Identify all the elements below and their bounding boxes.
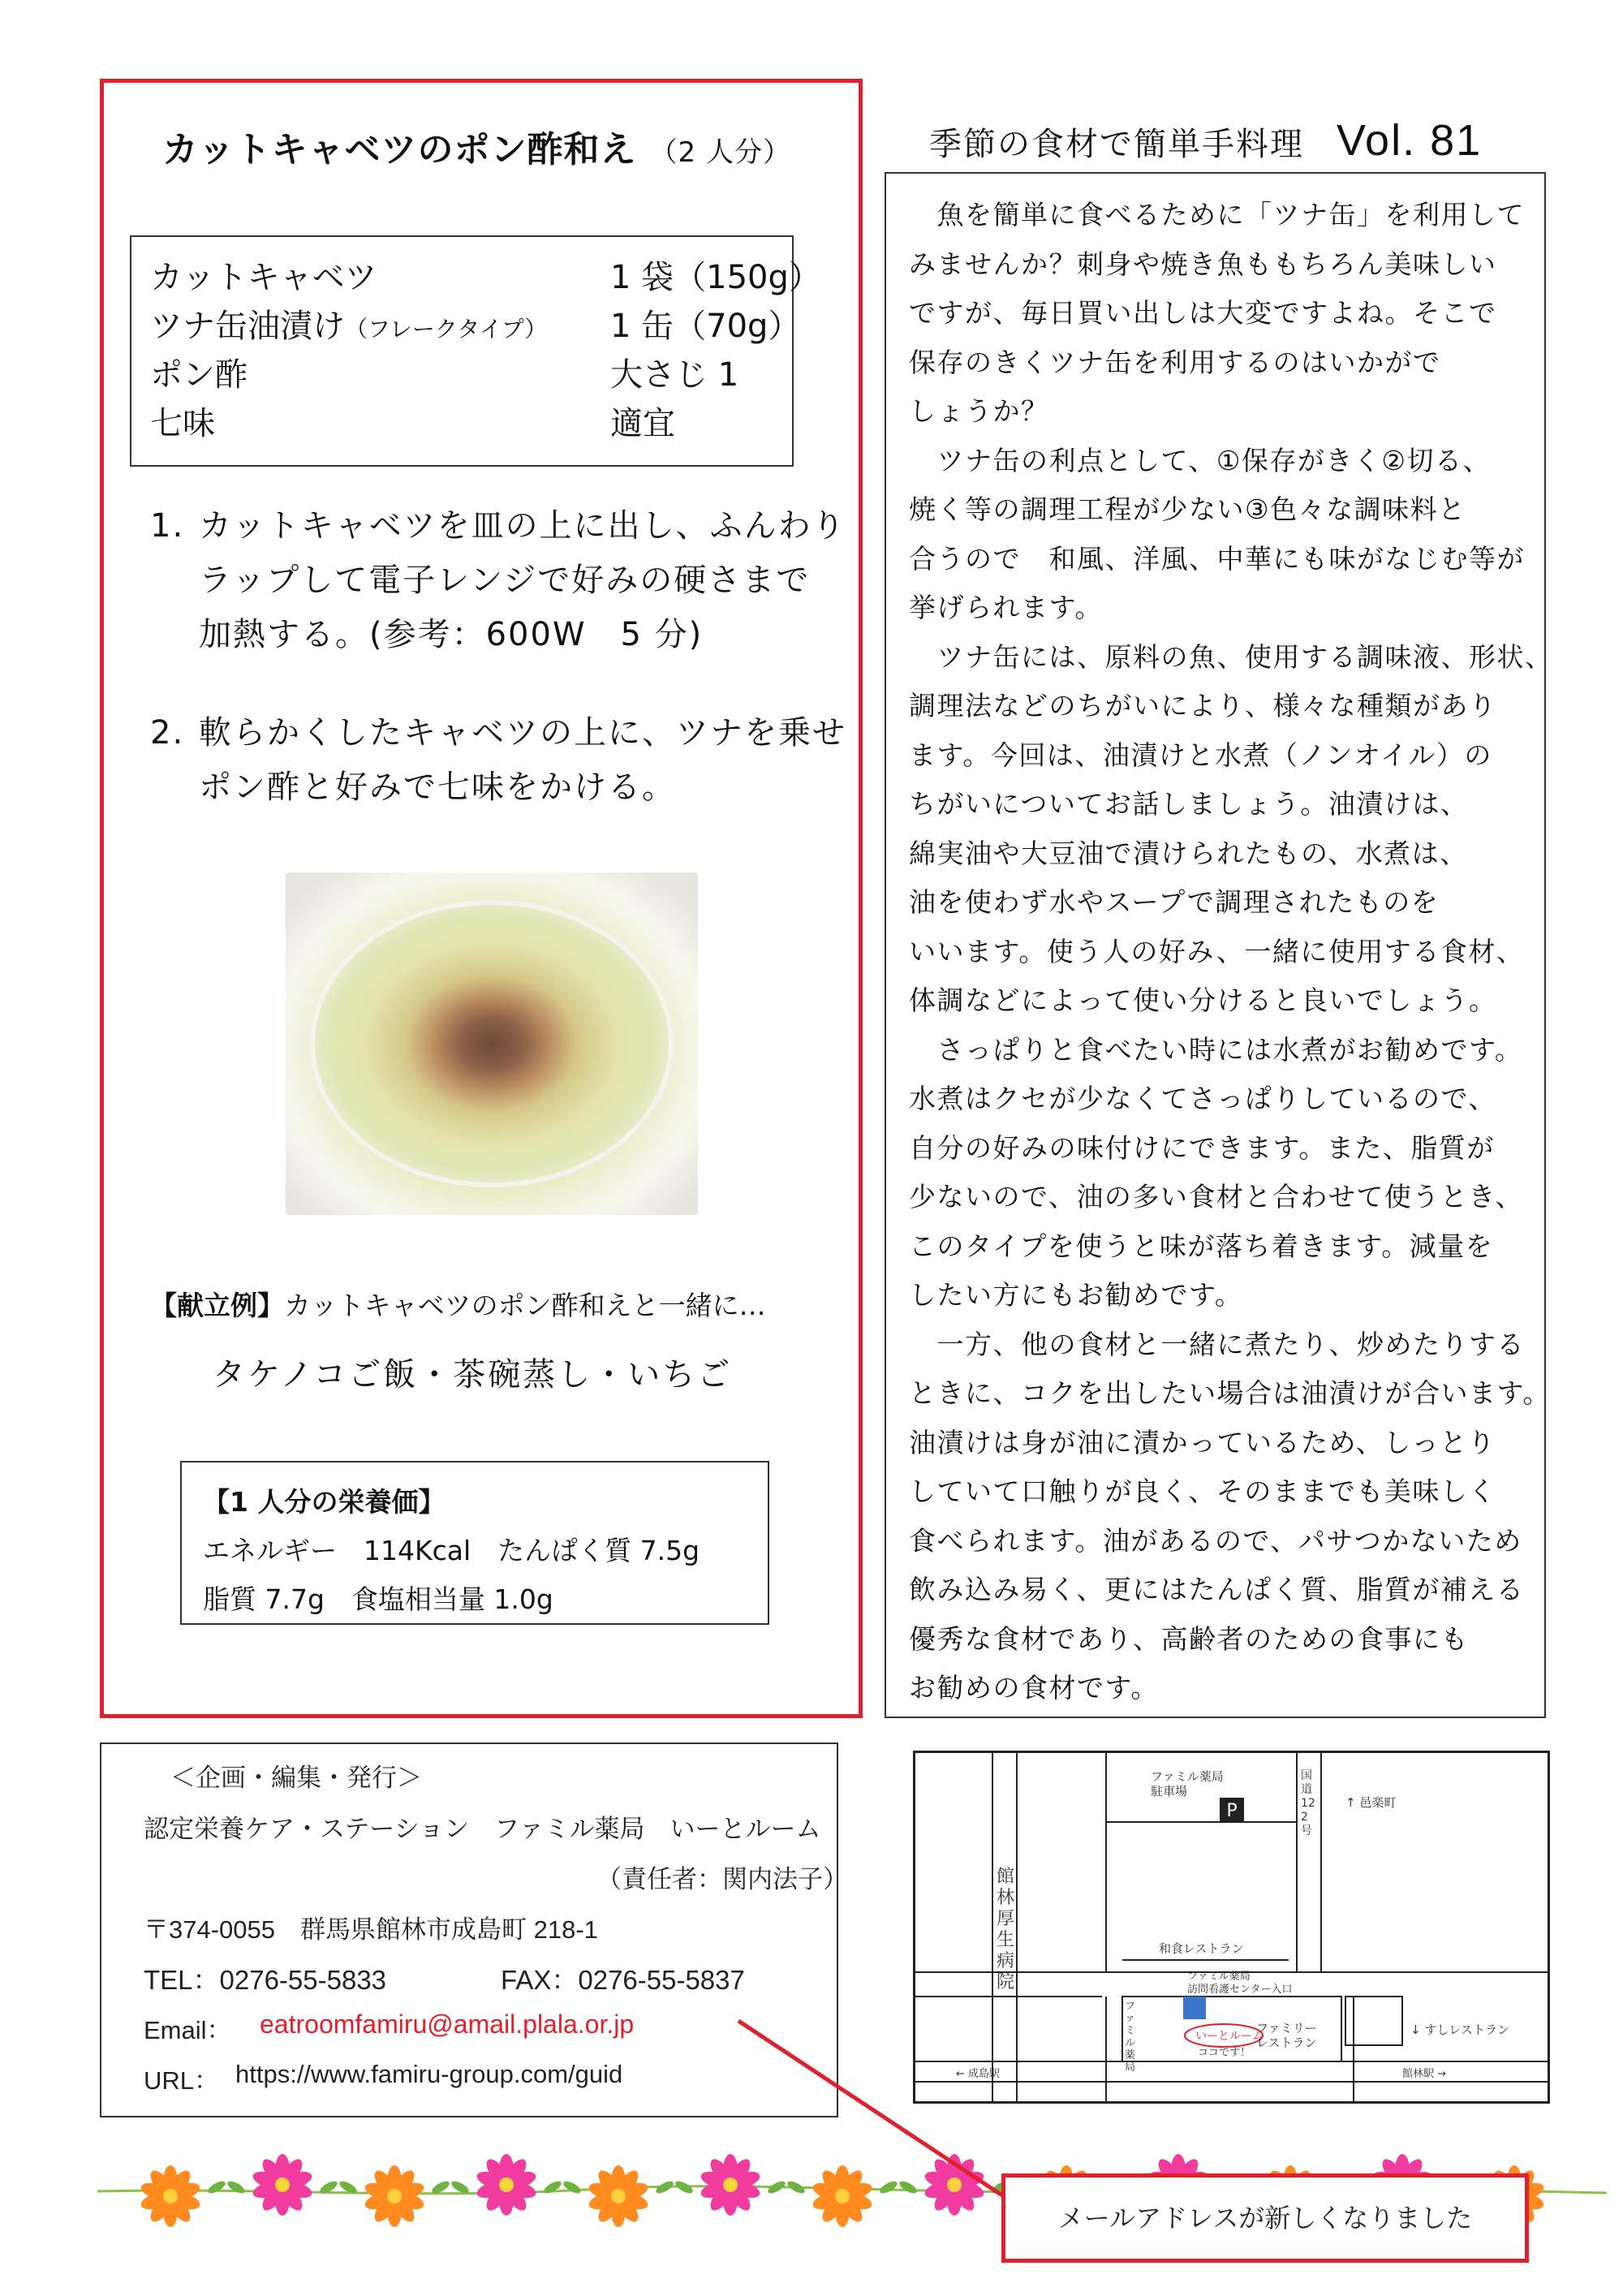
series-title-text: 季節の食材で簡単手料理 bbox=[929, 126, 1304, 163]
kondate-text: カットキャベツのポン酢和えと一緒に… bbox=[284, 1290, 766, 1321]
ingredient-name bbox=[150, 349, 248, 395]
map-orawa-label: ↑ 邑楽町 bbox=[1345, 1795, 1397, 1810]
flower-icon bbox=[363, 2165, 426, 2227]
article-line: 油漬けは身が油に漬かっているため、しっとり bbox=[909, 1426, 1496, 1458]
article-line: 合うので 和風、洋風、中華にも味がなじむ等が bbox=[909, 542, 1525, 575]
map-sushi-label: ↓ すしレストラン bbox=[1410, 2022, 1509, 2037]
publisher-email-link[interactable]: eatroomfamiru@amail.plala.or.jp bbox=[260, 2010, 635, 2039]
ingredient-qty: 大さじ 1 bbox=[610, 356, 739, 394]
dish-photo bbox=[286, 872, 698, 1215]
publisher-responsible: （責任者：関内法子） bbox=[596, 1865, 848, 1894]
article-line: していて口触りが良く、そのままでも美味しく bbox=[909, 1475, 1496, 1507]
article-line: さっぱりと食べたい時には水煮がお勧めです。 bbox=[909, 1033, 1523, 1066]
article-line: 自分の好みの味付けにできます。また、脂質が bbox=[909, 1131, 1495, 1164]
article-line: しょうか？ bbox=[909, 395, 1049, 427]
nutrition-line-2: 脂質 7.7g 食塩相当量 1.0g bbox=[203, 1583, 553, 1615]
map-parking-label: ファミル薬局 駐車場 bbox=[1151, 1769, 1224, 1798]
article-line: いいます。使う人の好み、一緒に使用する食材、 bbox=[909, 935, 1525, 967]
flower-icon bbox=[251, 2154, 314, 2216]
map-hospital-label: 館林厚生病院 bbox=[997, 1867, 1015, 1992]
series-volume: Vol. 81 bbox=[1337, 116, 1483, 165]
map-tatebayashi-label: 館林駅 → bbox=[1402, 2068, 1447, 2080]
map-center-label: ファミル薬局 訪問看護センター入口 bbox=[1187, 1971, 1293, 1996]
series-title bbox=[929, 115, 1482, 166]
map-narushima-label: ← 成島駅 bbox=[956, 2068, 1001, 2080]
publisher-email-label: Email： bbox=[144, 2016, 232, 2044]
map-washoku-label: 和食レストラン bbox=[1159, 1941, 1244, 1956]
step-number: 2. bbox=[150, 714, 185, 752]
step-text-line: 加熱する。(参考：600W 5 分) bbox=[199, 616, 704, 653]
article-line: 食べられます。油があるので、パサつかないため bbox=[909, 1524, 1522, 1557]
article-line: ツナ缶の利点として、①保存がきく②切る、 bbox=[909, 444, 1492, 476]
article-line: 焼く等の調理工程が少ない③色々な調味料と bbox=[909, 493, 1466, 525]
recipe-title bbox=[162, 120, 791, 172]
article-line: ツナ缶には、原料の魚、使用する調味液、形状、 bbox=[909, 640, 1553, 673]
article-body bbox=[909, 191, 1553, 1713]
ingredient-name-text: 七味 bbox=[150, 405, 215, 442]
ingredient-note: （フレークタイプ） bbox=[345, 316, 548, 342]
nutrition-line-1: エネルギー 114Kcal たんぱく質 7.5g bbox=[203, 1535, 700, 1566]
article-line: お勧めの食材です。 bbox=[909, 1672, 1159, 1704]
dish-plate bbox=[310, 900, 673, 1187]
publisher-tel: TEL：0276-55-5833 bbox=[144, 1965, 387, 1995]
article-line: ちがいについてお話しましょう。油漬けは、 bbox=[909, 788, 1469, 820]
article-line: 飲み込み易く、更にはたんぱく質、脂質が補える bbox=[909, 1574, 1525, 1605]
step-text-line: ポン酢と好みで七味をかける。 bbox=[199, 769, 676, 806]
article-line: ます。今回は、油漬けと水煮（ノンオイル）の bbox=[909, 739, 1492, 771]
step-text-line: 軟らかくしたキャベツの上に、ツナを乗せ bbox=[199, 714, 846, 752]
map-road-label: 国道122号 bbox=[1301, 1769, 1315, 1837]
article-line: 優秀な食材であり、高齢者のための食事にも bbox=[909, 1622, 1469, 1655]
article-line: したい方にもお勧めです。 bbox=[909, 1279, 1243, 1311]
ingredient-name bbox=[150, 300, 547, 347]
parking-icon: P bbox=[1226, 1801, 1238, 1821]
notice-text: メールアドレスが新しくなりました bbox=[1057, 2203, 1473, 2234]
kondate-label: 【献立例】 bbox=[150, 1290, 284, 1321]
publisher-org: 認定栄養ケア・ステーション ファミル薬局 いーとルーム bbox=[144, 1815, 821, 1844]
publisher-address: 〒374-0055 群馬県館林市成島町 218-1 bbox=[144, 1915, 598, 1944]
article-line: 油を使わず水やスープで調理されたものを bbox=[909, 886, 1440, 918]
recipe-servings: （2 人分） bbox=[649, 136, 792, 169]
map-here-sub: ココです！ bbox=[1198, 2047, 1251, 2059]
article-line: ときに、コクを出したい場合は油漬けが合います。 bbox=[909, 1377, 1551, 1409]
ingredient-name bbox=[150, 398, 215, 444]
article-line: 挙げられます。 bbox=[909, 592, 1103, 623]
article-line: 少ないので、油の多い食材と合わせて使うとき、 bbox=[909, 1181, 1524, 1213]
ingredient-qty: 1 袋（150g） bbox=[610, 259, 821, 296]
article-line: 一方、他の食材と一緒に煮たり、炒めたりする bbox=[909, 1328, 1525, 1360]
ingredient-name bbox=[150, 252, 377, 298]
step-number: 1. bbox=[150, 507, 185, 545]
article-line: ですが、毎日買い出しは大変ですよね。そこで bbox=[909, 297, 1497, 329]
publisher-header: ＜企画・編集・発行＞ bbox=[170, 1764, 422, 1793]
ingredient-name-text: ツナ缶油漬け bbox=[150, 308, 345, 345]
article-line: みませんか？刺身や焼き魚ももちろん美味しい bbox=[909, 248, 1497, 280]
flower-icon bbox=[475, 2154, 538, 2216]
article-line: 体調などによって使い分けると良いでしょう。 bbox=[909, 984, 1497, 1016]
kondate-line bbox=[150, 1285, 766, 1323]
article-line: 調理法などのちがいにより、様々な種類があり bbox=[909, 690, 1497, 722]
publisher-fax: FAX：0276-55-5837 bbox=[501, 1965, 745, 1995]
kondate-menu: タケノコご飯・茶碗蒸し・いちご bbox=[213, 1356, 733, 1394]
publisher-url-link[interactable]: https://www.famiru-group.com/guid bbox=[235, 2060, 623, 2088]
ingredient-qty: 適宜 bbox=[610, 405, 675, 442]
ingredient-name-text: ポン酢 bbox=[150, 356, 248, 394]
ingredient-name-text: カットキャベツ bbox=[150, 259, 377, 296]
step-text-line: カットキャベツを皿の上に出し、ふんわり bbox=[199, 507, 846, 545]
flower-icon bbox=[587, 2165, 650, 2227]
leaf-icon bbox=[206, 2179, 247, 2196]
article-line: 保存のきくツナ缶を利用するのはいかがで bbox=[909, 346, 1441, 378]
ingredient-qty: 1 缶（70g） bbox=[610, 308, 801, 345]
callout-arrow-icon bbox=[730, 2013, 1022, 2216]
article-line: 綿実油や大豆油で漬けられたもの、水煮は、 bbox=[909, 837, 1468, 869]
recipe-title-text: カットキャベツのポン酢和え bbox=[162, 129, 637, 170]
map-family-rest: ファミリー レストラン bbox=[1256, 2021, 1317, 2050]
leaf-icon bbox=[542, 2179, 583, 2196]
map-here-label: いーとルーム bbox=[1195, 2030, 1264, 2043]
map-famiru-store: ファミル薬局 bbox=[1125, 2001, 1136, 2074]
nutrition-title: 【1 人分の栄養価】 bbox=[203, 1486, 446, 1518]
step-text-line: ラップして電子レンジで好みの硬さまで bbox=[199, 562, 811, 599]
publisher-url-label: URL： bbox=[144, 2066, 220, 2095]
article-line: 魚を簡単に食べるために「ツナ缶」を利用して bbox=[909, 199, 1525, 230]
flower-icon bbox=[139, 2165, 202, 2227]
article-line: このタイプを使うと味が落ち着きます。減量を bbox=[909, 1230, 1494, 1262]
article-line: 水煮はクセが少なくてさっぱりしているので、 bbox=[909, 1083, 1496, 1114]
